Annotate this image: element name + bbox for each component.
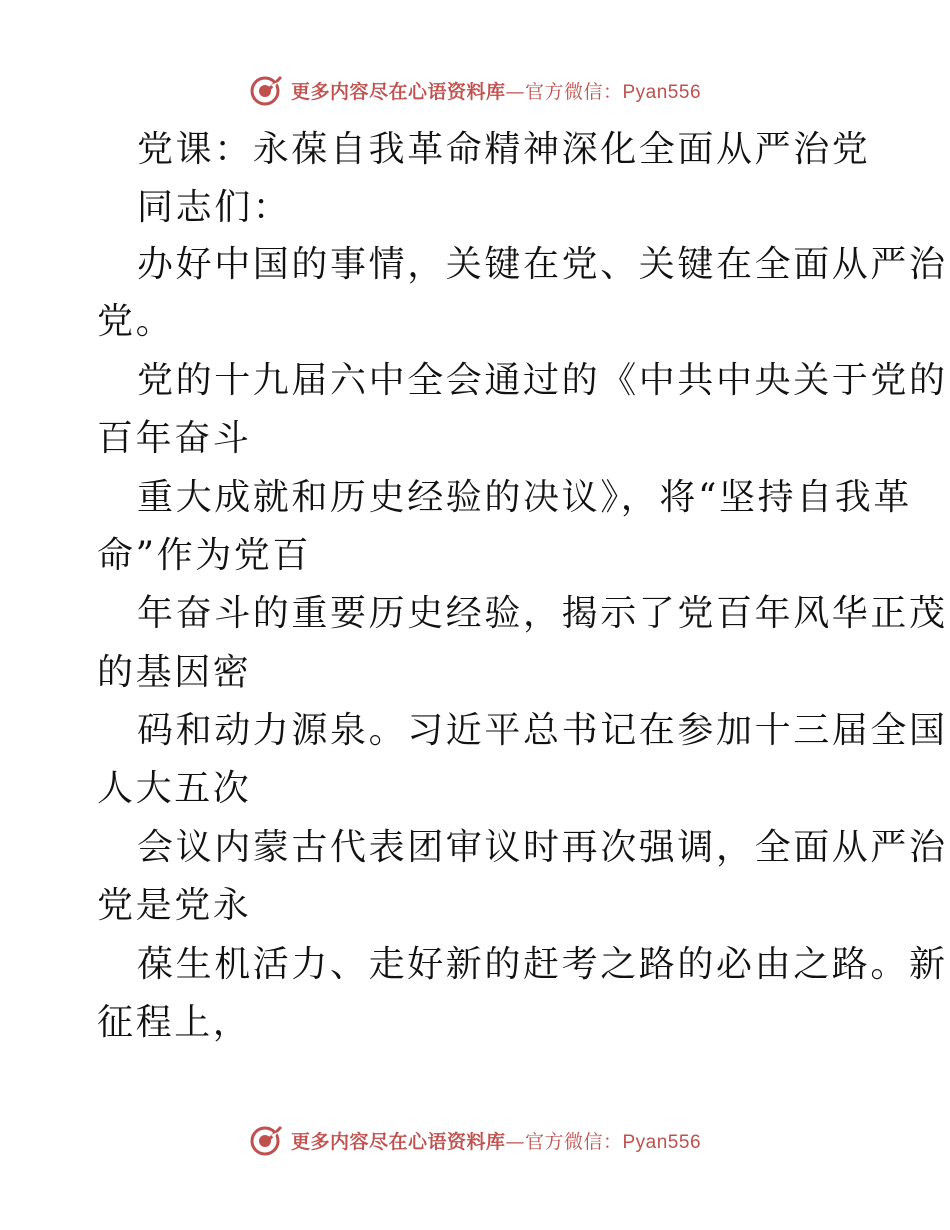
watermark-text [291, 1127, 701, 1154]
paragraph-line: 人大五次 [97, 768, 252, 809]
quill-logo-icon [249, 1123, 283, 1157]
watermark-official: 官方微信： [524, 80, 623, 103]
paragraph-line: 党。 [97, 301, 175, 342]
paragraph-line: 的基因密 [97, 652, 252, 693]
watermark-main: 更多内容尽在心语资料库 [290, 1130, 506, 1153]
watermark-text [291, 77, 701, 104]
header-watermark [0, 70, 950, 110]
watermark-official: 官方微信： [524, 1130, 623, 1153]
paragraph-line: 党是党永 [97, 885, 252, 926]
document-title: 党课：永葆自我革命精神深化全面从严治党 [137, 129, 871, 170]
paragraph-line: 年奋斗的重要历史经验，揭示了党百年风华正茂 [137, 593, 948, 634]
footer-watermark [0, 1120, 950, 1160]
watermark-dash: — [505, 80, 525, 103]
paragraph-line: 党的十九届六中全会通过的《中共中央关于党的 [137, 360, 948, 401]
paragraph-line: 命”作为党百 [97, 535, 312, 576]
paragraph-line: 办好中国的事情，关键在党、关键在全面从严治 [137, 244, 948, 285]
quill-logo-icon [249, 73, 283, 107]
paragraph-line: 征程上， [97, 1002, 252, 1043]
paragraph-line: 葆生机活力、走好新的赶考之路的必由之路。新 [137, 944, 948, 985]
watermark-id: Pyan556 [622, 1131, 702, 1153]
paragraph-line: 码和动力源泉。习近平总书记在参加十三届全国 [137, 710, 948, 751]
watermark-main: 更多内容尽在心语资料库 [290, 80, 506, 103]
paragraph-line: 重大成就和历史经验的决议》，将“坚持自我革 [137, 477, 913, 518]
paragraph-line: 会议内蒙古代表团审议时再次强调，全面从严治 [137, 827, 948, 868]
watermark-id: Pyan556 [622, 81, 702, 103]
paragraph-line: 百年奋斗 [97, 418, 252, 459]
salutation: 同志们： [137, 187, 292, 228]
watermark-dash: — [505, 1130, 525, 1153]
